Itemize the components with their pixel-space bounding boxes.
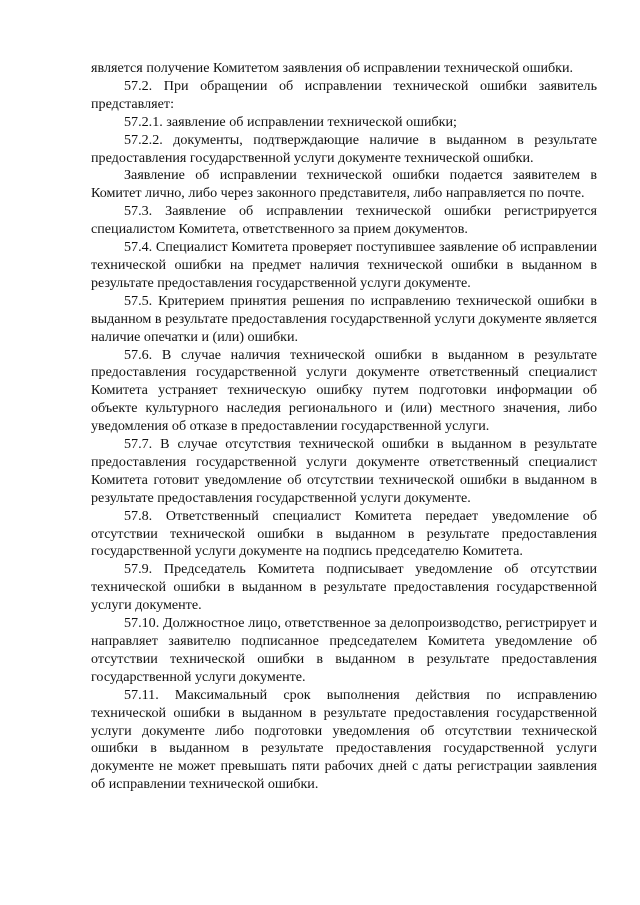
paragraph-57-2: 57.2. При обращении об исправлении технической ошибки заявитель представляет:: [91, 77, 597, 112]
paragraph-57-8: 57.8. Ответственный специалист Комитета передает уведомление об отсутствии технической ошибки в выданном в результате предоставления государственной услуги документе на подпись председателю Комитета.: [91, 507, 597, 560]
paragraph-submission: Заявление об исправлении технической ошибки подается заявителем в Комитет лично, либо через законного представителя, либо направляется по почте.: [91, 167, 597, 202]
paragraph-57-6: 57.6. В случае наличия технической ошибки в выданном в результате предоставления государственной услуги документе ответственный специалист Комитета устраняет техническую ошибку путем подготовки информации об объекте культурного наследия регионального и (или) местного значения, либо уведомления об отказе в предоставлении государственной услуги.: [91, 346, 597, 435]
document-page: [91, 60, 597, 794]
paragraph-57-9: 57.9. Председатель Комитета подписывает уведомление об отсутствии технической ошибки в выданном в результате предоставления государственной услуги документе.: [91, 561, 597, 614]
paragraph-57-10: 57.10. Должностное лицо, ответственное за делопроизводство, регистрирует и направляет заявителю подписанное председателем Комитета уведомление об отсутствии технической ошибки в выданном в результате предоставления государственной услуги документе.: [91, 615, 597, 685]
paragraph-continuation: является получение Комитетом заявления об исправлении технической ошибки.: [91, 60, 574, 76]
paragraph-57-7: 57.7. В случае отсутствия технической ошибки в выданном в результате предоставления государственной услуги документе ответственный специалист Комитета готовит уведомление об отсутствии технической ошибки в выданном в результате предоставления государственной услуги документе.: [91, 436, 597, 506]
paragraph-57-2-1: 57.2.1. заявление об исправлении технической ошибки;: [124, 113, 457, 130]
paragraph-57-2-2: 57.2.2. документы, подтверждающие наличие в выданном в результате предоставления государственной услуги документе технической ошибки.: [91, 131, 597, 166]
paragraph-57-3: 57.3. Заявление об исправлении технической ошибки регистрируется специалистом Комитета, ответственного за прием документов.: [91, 203, 597, 238]
paragraph-57-5: 57.5. Критерием принятия решения по исправлению технической ошибки в выданном в результате предоставления государственной услуги документе является наличие опечатки и (или) ошибки.: [91, 292, 597, 345]
paragraph-57-11: 57.11. Максимальный срок выполнения действия по исправлению технической ошибки в выданном в результате предоставления государственной услуги документе либо подготовки уведомления об отсутствии технической ошибки в выданном в результате предоставления государственной услуги документе не может превышать пяти рабочих дней с даты регистрации заявления об исправлении технической ошибки.: [91, 686, 597, 793]
paragraph-57-4: 57.4. Специалист Комитета проверяет поступившее заявление об исправлении технической ошибки на предмет наличия технической ошибки в выданном в результате предоставления государственной услуги документе.: [91, 239, 597, 291]
